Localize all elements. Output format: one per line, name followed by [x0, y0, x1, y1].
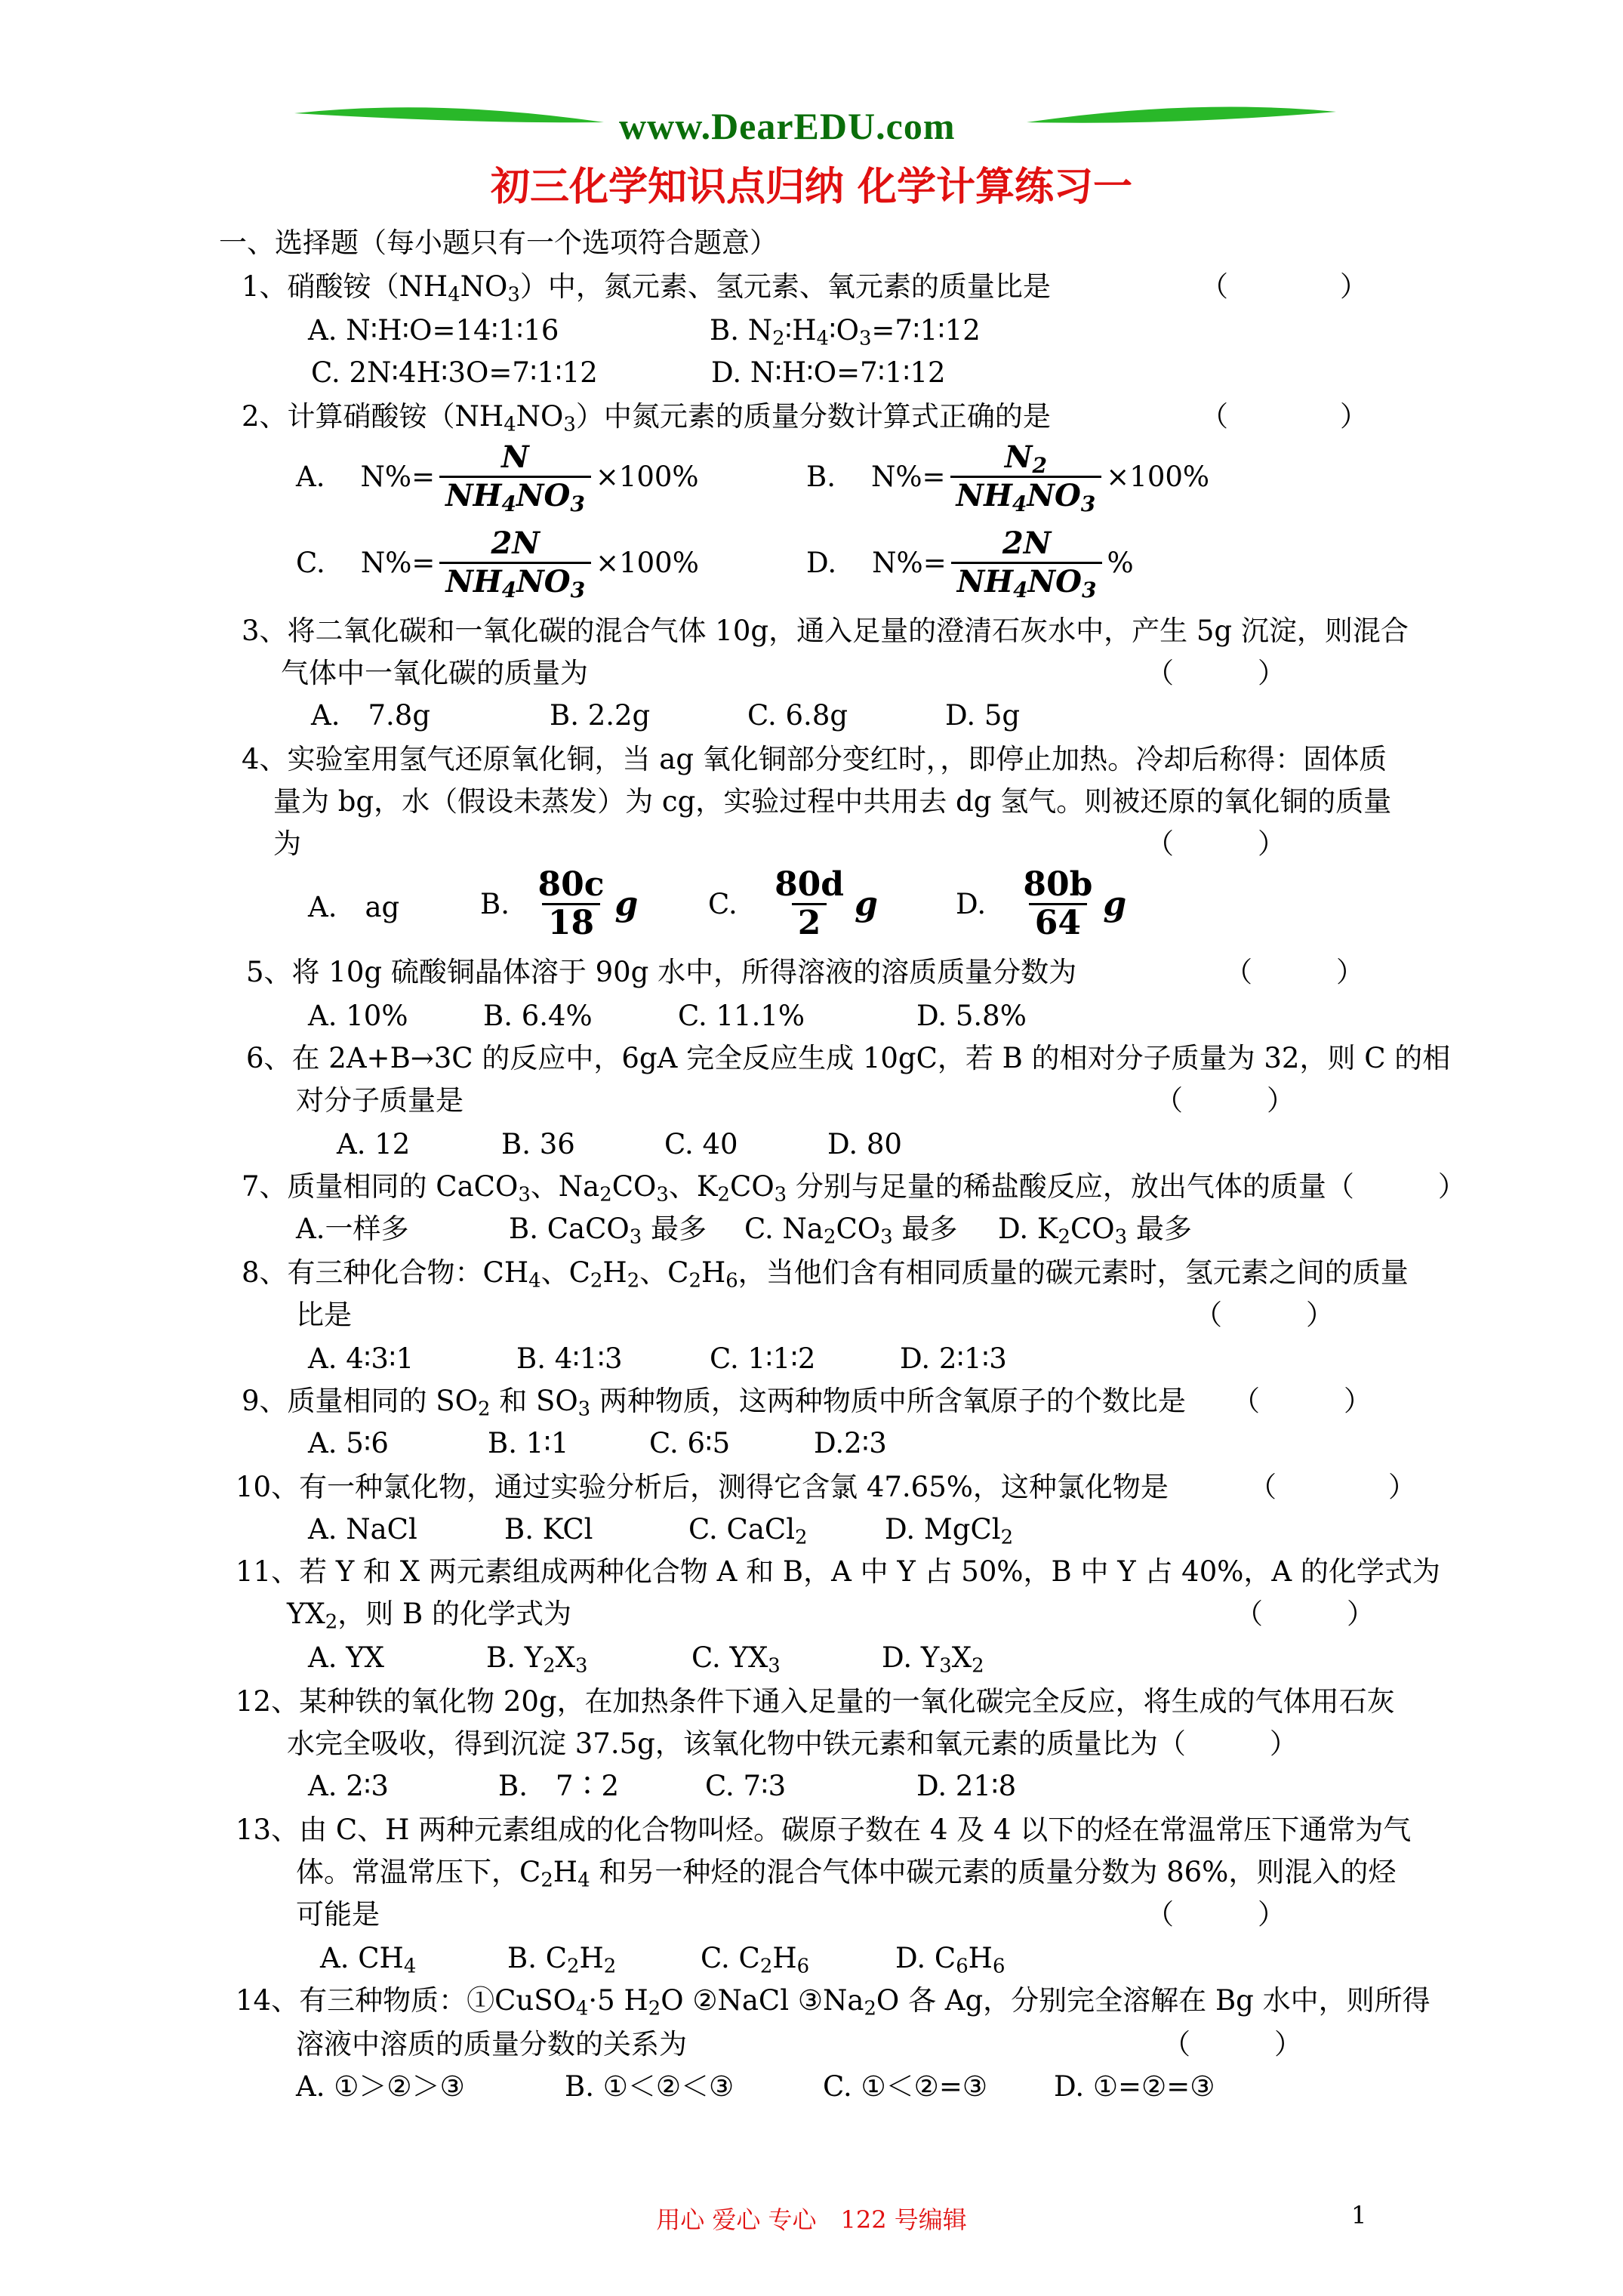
- question-3-line2: 气体中一氧化碳的质量为: [281, 657, 588, 689]
- fraction: [951, 525, 1103, 603]
- question-11-line1: 11、若 Y 和 X 两元素组成两种化合物 A 和 B，A 中 Y 占 50%，B 中 Y 占 40%，A 的化学式为: [236, 1555, 1440, 1588]
- question-3-line1: 3、将二氧化碳和一氧化碳的混合气体 10g，通入足量的澄清石灰水中，产生 5g 沉淀，则混合: [242, 615, 1409, 647]
- q13-option-d[interactable]: D. $C_6H_6$: [895, 1942, 1006, 1978]
- q12-option-c[interactable]: C. 7∶3: [705, 1770, 787, 1802]
- unit: g: [614, 884, 639, 923]
- q6-option-a[interactable]: A. 12: [337, 1128, 411, 1160]
- q7-option-b[interactable]: B. CaCO$_3$ 最多: [509, 1213, 707, 1249]
- page-footer: 用心 爱心 专心 122 号编辑: [656, 2205, 967, 2234]
- q5-option-b[interactable]: B. 6.4%: [483, 1000, 593, 1032]
- q9-option-b[interactable]: B. 1∶1: [488, 1427, 569, 1459]
- q9-option-d[interactable]: D.2∶3: [814, 1427, 887, 1459]
- question-3-paren: （ ）: [1146, 657, 1286, 689]
- unit: g: [1103, 884, 1127, 923]
- question-2-paren: （ ）: [1200, 400, 1368, 433]
- question-6-paren: （ ）: [1155, 1084, 1295, 1117]
- question-4-paren: （ ）: [1146, 827, 1286, 860]
- question-13-line1: 13、由 C、H 两种元素组成的化合物叫烃。碳原子数在 4 及 4 以下的烃在常温常压下通常为气: [236, 1814, 1412, 1846]
- q8-option-d[interactable]: D. 2∶1∶3: [900, 1342, 1007, 1375]
- formula-prefix: N%=: [360, 546, 436, 579]
- option-label: D.: [806, 546, 837, 579]
- question-4-line1: 4、实验室用氢气还原氧化铜，当 ag 氧化铜部分变红时，，即停止加热。冷却后称得：固体质: [242, 743, 1387, 775]
- q12-option-b[interactable]: B. 7∶2: [498, 1770, 620, 1802]
- question-13-line3: 可能是: [296, 1898, 380, 1931]
- formula-prefix: N%=: [360, 460, 436, 493]
- formula-suffix: ×100%: [596, 546, 699, 579]
- q10-option-a[interactable]: A. NaCl: [308, 1513, 417, 1546]
- numerator: $N_2$: [1004, 439, 1047, 478]
- q13-option-c[interactable]: C. $C_2H_6$: [701, 1942, 810, 1978]
- option-label: B.: [806, 460, 836, 493]
- q3-option-b[interactable]: B. 2.2g: [550, 699, 651, 732]
- q8-option-b[interactable]: B. 4∶1∶3: [516, 1342, 623, 1375]
- question-6-line1: 6、在 2A+B→3C 的反应中，6gA 完全反应生成 10gC，若 B 的相对分子质量为 32，则 C 的相: [246, 1042, 1451, 1074]
- q4-option-a[interactable]: A. ag: [308, 891, 400, 923]
- question-14-line1: 14、有三种物质：①CuSO$_4$·5 $H_2O$ ②NaCl $③Na_2O$ 各 Ag，分别完全溶解在 Bg 水中，则所得: [236, 1984, 1431, 2020]
- q13-option-a[interactable]: A. $CH_4$: [320, 1942, 417, 1978]
- question-9-paren: （ ）: [1232, 1385, 1372, 1417]
- q1-option-c[interactable]: C. 2N∶4H∶3O=7∶1∶12: [311, 356, 598, 389]
- q5-option-c[interactable]: C. 11.1%: [678, 1000, 805, 1032]
- question-5-paren: （ ）: [1224, 956, 1364, 988]
- denominator: 2: [792, 903, 827, 942]
- site-logo-text: www.DearEDU.com: [619, 105, 956, 147]
- fraction: [1017, 867, 1098, 942]
- q1-option-d[interactable]: D. N∶H∶O=7∶1∶12: [711, 356, 946, 389]
- question-13-paren: （ ）: [1146, 1898, 1286, 1931]
- numerator: 80c: [537, 865, 605, 904]
- fraction: [768, 867, 850, 942]
- q5-option-a[interactable]: A. 10%: [308, 1000, 408, 1032]
- numerator: N: [501, 439, 529, 475]
- q7-option-a[interactable]: A.一样多: [296, 1213, 409, 1245]
- q3-option-d[interactable]: D. 5g: [945, 699, 1021, 732]
- question-12-line1: 12、某种铁的氧化物 20g，在加热条件下通入足量的一氧化碳完全反应，将生成的气体用石灰: [236, 1685, 1395, 1718]
- question-8-paren: （ ）: [1194, 1299, 1334, 1331]
- question-12-line2: 水完全吸收，得到沉淀 37.5g，该氧化物中铁元素和氧元素的质量比为（ ）: [287, 1727, 1298, 1760]
- q13-option-b[interactable]: B. $C_2H_2$: [507, 1942, 617, 1978]
- q2-option-b[interactable]: [806, 439, 1209, 514]
- q11-option-d[interactable]: D. $Y_3X_2$: [882, 1641, 984, 1678]
- page-title: 初三化学知识点归纳 化学计算练习一: [490, 164, 1133, 210]
- q5-option-d[interactable]: D. 5.8%: [916, 1000, 1027, 1032]
- question-10-paren: （ ）: [1249, 1471, 1416, 1503]
- numerator: 80d: [775, 865, 845, 904]
- q6-option-d[interactable]: D. 80: [827, 1128, 902, 1160]
- question-4-line3: 为: [273, 827, 301, 860]
- formula-suffix: ×100%: [1106, 460, 1210, 493]
- question-1-paren: （ ）: [1200, 270, 1368, 303]
- denominator: $NH_4NO_3$: [439, 476, 591, 514]
- q14-option-a[interactable]: A. ①＞②＞③: [296, 2070, 465, 2103]
- numerator: 80b: [1023, 865, 1093, 904]
- formula-suffix: ×100%: [595, 460, 699, 493]
- formula-suffix: %: [1107, 546, 1134, 579]
- q4-option-d[interactable]: [956, 867, 1126, 942]
- q2-option-c[interactable]: [296, 525, 699, 603]
- q3-option-a[interactable]: A. 7.8g: [311, 699, 431, 732]
- q11-option-b[interactable]: B. $Y_2X_3$: [486, 1641, 588, 1678]
- question-4-line2: 量为 bg，水（假设未蒸发）为 cg，实验过程中共用去 dg 氢气。则被还原的氧化铜的质量: [273, 785, 1392, 818]
- option-label: A.: [296, 460, 325, 493]
- denominator: $NH_4NO_3$: [439, 562, 591, 600]
- question-1-stem: 1、硝酸铵$(NH_4NO_3)$中，氮元素、氢元素、氧元素的质量比是: [242, 270, 1051, 307]
- question-13-line2: 体。常温常压下，$C_2H_4$ 和另一种烃的混合气体中碳元素的质量分数为 86%，则混入的烃: [296, 1856, 1397, 1892]
- fraction: [950, 439, 1102, 514]
- fraction: [439, 439, 591, 514]
- option-label: B.: [480, 887, 510, 920]
- denominator: 18: [542, 903, 600, 942]
- q14-option-d[interactable]: D. ①=②=③: [1054, 2070, 1215, 2103]
- question-11-line2: $YX_2$，则 B 的化学式为: [287, 1598, 571, 1634]
- q14-option-c[interactable]: C. ①＜②=③: [823, 2070, 988, 2103]
- unit: g: [855, 884, 878, 923]
- q1-option-b[interactable]: B. $N_2∶H_4∶O_3=7∶1∶12$: [710, 314, 981, 350]
- q12-option-a[interactable]: A. 2∶3: [308, 1770, 389, 1802]
- section-heading: 一、选择题（每小题只有一个选项符合题意）: [219, 227, 778, 259]
- formula-prefix: N%=: [871, 460, 946, 493]
- option-label: C.: [296, 546, 325, 579]
- q3-option-c[interactable]: C. 6.8g: [747, 699, 848, 732]
- q8-option-c[interactable]: C. 1∶1∶2: [710, 1342, 816, 1375]
- option-label: C.: [708, 887, 738, 920]
- q12-option-d[interactable]: D. 21∶8: [916, 1770, 1017, 1802]
- q11-option-c[interactable]: C. $YX_3$: [691, 1641, 781, 1678]
- denominator: $NH_4NO_3$: [950, 476, 1102, 514]
- q7-option-c[interactable]: C. $Na_2CO_3$ 最多: [744, 1213, 958, 1249]
- q9-option-a[interactable]: A. 5∶6: [308, 1427, 389, 1459]
- denominator: $NH_4NO_3$: [951, 562, 1103, 600]
- question-2-stem: 2、计算硝酸铵$(NH_4NO_3)$中氮元素的质量分数计算式正确的是: [242, 400, 1051, 436]
- q6-option-b[interactable]: B. 36: [501, 1128, 575, 1160]
- question-14-paren: （ ）: [1163, 2028, 1302, 2060]
- question-9-stem: 9、质量相同的 $SO_2$ 和 $SO_3$ 两种物质，这两种物质中所含氧原子的个数比是: [242, 1385, 1186, 1421]
- q2-option-d[interactable]: [806, 525, 1134, 603]
- q14-option-b[interactable]: B. ①＜②＜③: [565, 2070, 735, 2103]
- numerator: 2N: [491, 525, 540, 561]
- q10-option-c[interactable]: C. CaCl$_2$: [688, 1513, 808, 1549]
- question-8-line1: 8、有三种化合物：$CH_4$、$C_2H_2$、$C_2H_6$，当他们含有相同质量的碳元素时，氢元素之间的质量: [242, 1256, 1409, 1293]
- q8-option-a[interactable]: A. 4∶3∶1: [308, 1342, 414, 1375]
- question-7-stem: 7、质量相同的 CaCO$_3$、$Na_2CO_3$、$K_2CO_3$ 分别与足量的稀盐酸反应，放出气体的质量（ ）: [242, 1170, 1466, 1207]
- question-10-stem: 10、有一种氯化物，通过实验分析后，测得它含氯 47.65%，这种氯化物是: [236, 1471, 1169, 1503]
- question-6-line2: 对分子质量是: [296, 1084, 463, 1117]
- option-label: D.: [956, 887, 987, 920]
- question-14-line2: 溶液中溶质的质量分数的关系为: [296, 2028, 687, 2060]
- formula-prefix: N%=: [872, 546, 947, 579]
- q4-option-c[interactable]: [708, 867, 878, 942]
- fraction: [439, 525, 591, 603]
- q11-option-a[interactable]: A. YX: [308, 1641, 385, 1674]
- q10-option-d[interactable]: D. MgCl$_2$: [885, 1513, 1014, 1549]
- page-number: 1: [1351, 2201, 1367, 2230]
- question-11-paren: （ ）: [1235, 1598, 1375, 1630]
- denominator: 64: [1029, 903, 1087, 942]
- question-8-line2: 比是: [296, 1299, 352, 1331]
- q6-option-c[interactable]: C. 40: [664, 1128, 738, 1160]
- numerator: 2N: [1002, 525, 1052, 561]
- q10-option-b[interactable]: B. KCl: [504, 1513, 593, 1546]
- q7-option-d[interactable]: D. $K_2CO_3$ 最多: [998, 1213, 1192, 1249]
- q4-option-b[interactable]: [480, 867, 638, 942]
- question-5-stem: 5、将 10g 硫酸铜晶体溶于 90g 水中，所得溶液的溶质质量分数为: [246, 956, 1077, 988]
- q2-option-a[interactable]: [296, 439, 699, 514]
- q9-option-c[interactable]: C. 6∶5: [649, 1427, 731, 1459]
- q1-option-a[interactable]: A. N∶H∶O=14∶1∶16: [308, 314, 559, 347]
- fraction: [531, 867, 610, 942]
